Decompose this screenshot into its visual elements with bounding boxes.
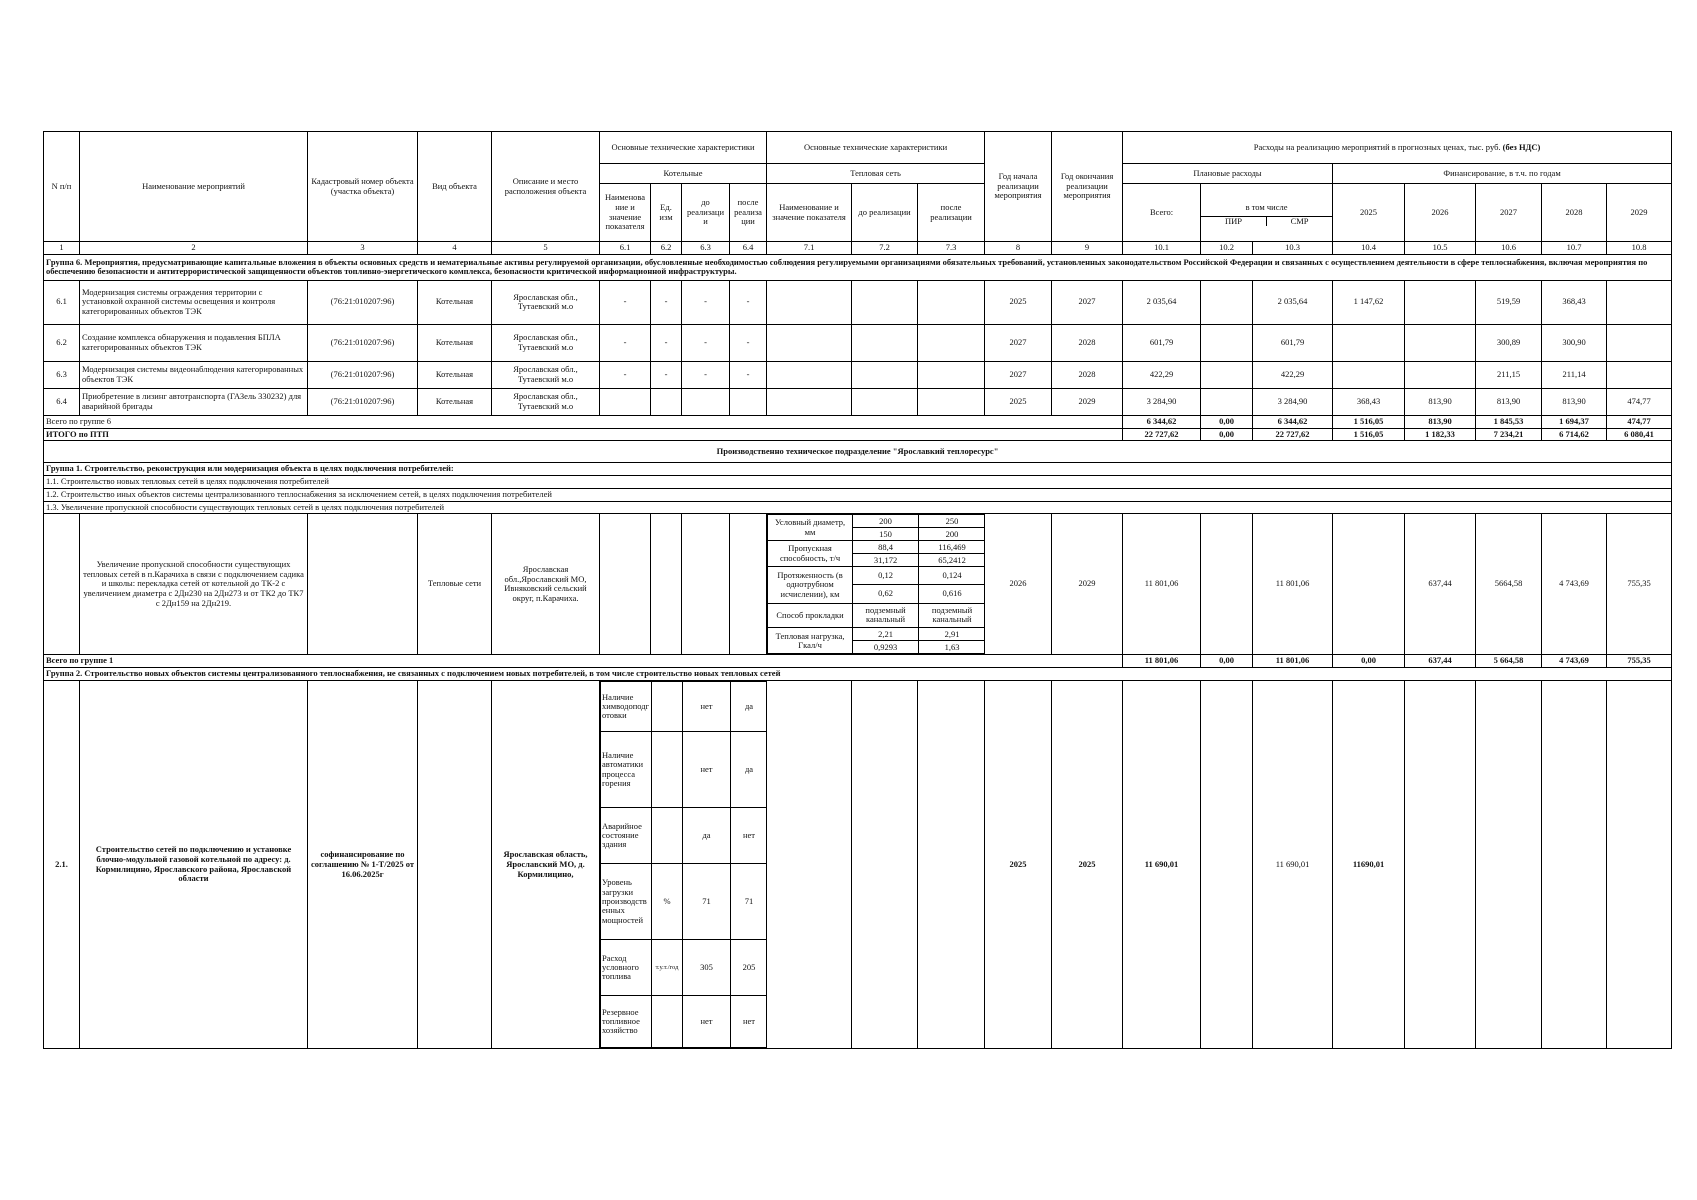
cell [1607, 681, 1672, 1049]
code: 10.2 [1201, 242, 1253, 255]
cell [730, 388, 767, 415]
cell: 2029 [1052, 514, 1123, 655]
cell [852, 681, 918, 1049]
cell: 6 344,62 [1253, 415, 1333, 428]
param-after: 1,63 [919, 641, 985, 654]
cell: 601,79 [1253, 324, 1333, 361]
cell [1201, 280, 1253, 324]
cell [1201, 388, 1253, 415]
param-before: да [683, 808, 731, 864]
cell [767, 280, 852, 324]
code: 10.1 [1123, 242, 1201, 255]
hdr-expenses: Расходы на реализацию мероприятий в прогнозных ценах, тыс. руб. (без НДС) [1123, 132, 1672, 164]
cell: 368,43 [1333, 388, 1405, 415]
itogo-label: ИТОГО по ПТП [44, 428, 1123, 441]
row-name: Строительство сетей по подключению и установке блочно-модульной газовой котельной по адресу: д. Кормилицино, Ярославского района, Ярославской области [80, 681, 308, 1049]
hdr-incl: в том числе [1201, 199, 1332, 217]
cell: 474,77 [1607, 388, 1672, 415]
cell [918, 388, 985, 415]
cell: 11 801,06 [1123, 655, 1201, 668]
cell: 211,14 [1542, 361, 1607, 388]
net-params [767, 514, 985, 655]
cell: 637,44 [1405, 655, 1476, 668]
cell: 2029 [1052, 388, 1123, 415]
hdr-year-2025: 2025 [1333, 184, 1405, 242]
table-row [44, 681, 1672, 1049]
group1-sub2: 1.2. Строительство иных объектов системы централизованного теплоснабжения за исключением сетей, в целях подключения потребителей [44, 488, 1672, 501]
row-type: Котельная [418, 388, 492, 415]
param-after: 116,469 [919, 541, 985, 554]
cell: 300,89 [1476, 324, 1542, 361]
param-unit: % [652, 864, 683, 940]
cell: 4 743,69 [1542, 514, 1607, 655]
param-name: Протяженность (в однотрубном исчислении), км [768, 567, 853, 603]
cell [600, 514, 651, 655]
hdr-financing: Финансирование, в т.ч. по годам [1333, 164, 1672, 184]
row-num: 2.1. [44, 681, 80, 1049]
cell: - [651, 280, 682, 324]
cell [918, 324, 985, 361]
row-cadastre: софинансирование по соглашению № 1-Т/2025 от 16.06.2025г [308, 681, 418, 1049]
cell [918, 361, 985, 388]
param-before: нет [683, 732, 731, 808]
hdr-pir: ПИР [1201, 217, 1267, 227]
cell: - [600, 361, 651, 388]
row-cadastre [308, 514, 418, 655]
cell [918, 681, 985, 1049]
cell: 11 690,01 [1253, 681, 1333, 1049]
cell: 2025 [985, 681, 1052, 1049]
group1-title: Группа 1. Строительство, реконструкция или модернизация объекта в целях подключения потребителей: [44, 463, 1672, 476]
cell: 755,35 [1607, 655, 1672, 668]
cell: 813,90 [1405, 415, 1476, 428]
cell: 2027 [985, 324, 1052, 361]
cell: - [730, 361, 767, 388]
param-name: Аварийное состояние здания [601, 808, 652, 864]
cell [1405, 361, 1476, 388]
param-after: нет [731, 996, 767, 1048]
param-before: 71 [683, 864, 731, 940]
cell: 0,00 [1201, 415, 1253, 428]
cell [1201, 681, 1253, 1049]
cell: 11 690,01 [1123, 681, 1201, 1049]
cell [1201, 324, 1253, 361]
cell: - [600, 324, 651, 361]
cell: 1 182,33 [1405, 428, 1476, 441]
hdr-tech-net: Основные технические характеристики [767, 132, 985, 164]
row-cadastre: (76:21:010207:96) [308, 388, 418, 415]
cell: 2025 [1052, 681, 1123, 1049]
cell: 4 743,69 [1542, 655, 1607, 668]
row-cadastre: (76:21:010207:96) [308, 324, 418, 361]
hdr-b-after: после реализа ции [730, 184, 767, 242]
code: 10.6 [1476, 242, 1542, 255]
row-desc: Ярославская обл., Тутаевский м.о [492, 280, 600, 324]
group6-sum-row [44, 415, 1672, 428]
cell [682, 514, 730, 655]
param-name: Наличие химводоподготовки [601, 682, 652, 732]
param-before: 150 [853, 528, 919, 541]
column-codes-row [44, 242, 1672, 255]
group6-title: Группа 6. Мероприятия, предусматривающие капитальные вложения в объекты основных средств и нематериальные активы регулируемой организации, обусловленные необходимостью соблюдения регулируемыми организациями обязательных требований, установленных законодательством Российской Федерации и связанных с осуществлением деятельности в сфере теплоснабжения, включая мероприятия по обеспечению безопасности и антитеррористической защищенности объектов топливно-энергетического комплекса, безопасности критической информационной инфраструктуры. [44, 254, 1672, 280]
row-name: Увеличение пропускной способности существующих тепловых сетей в п.Карачиха в связи с подключением садика и школы: перекладка сетей от котельной до ТК-2 с увеличением диаметра с 2Дн230 на 2Дн273 и от ТК2 до ТК7 с 2Дн159 на 2Дн219. [80, 514, 308, 655]
code: 4 [418, 242, 492, 255]
cell: 368,43 [1542, 280, 1607, 324]
row-type: Котельная [418, 280, 492, 324]
group1-sum-row [44, 655, 1672, 668]
param-unit: т.у.т./год [652, 940, 683, 996]
cell [1405, 324, 1476, 361]
cell: - [730, 324, 767, 361]
param-after: да [731, 682, 767, 732]
cell [730, 514, 767, 655]
cell [852, 388, 918, 415]
cell: 422,29 [1123, 361, 1201, 388]
itogo-row [44, 428, 1672, 441]
cell [1333, 514, 1405, 655]
param-name: Наличие автоматики процесса горения [601, 732, 652, 808]
table-row [44, 361, 1672, 388]
sum-label: Всего по группе 1 [44, 655, 1123, 668]
hdr-year-2026: 2026 [1405, 184, 1476, 242]
cell: 7 234,21 [1476, 428, 1542, 441]
hdr-tech-boiler: Основные технические характеристики [600, 132, 767, 164]
param-before: 2,21 [853, 628, 919, 641]
row-type: Тепловые сети [418, 514, 492, 655]
cell: 2 035,64 [1123, 280, 1201, 324]
param-before: нет [683, 682, 731, 732]
section-title: Производственно техническое подразделение "Ярославкий теплоресурс" [44, 441, 1672, 463]
hdr-smr: СМР [1267, 217, 1333, 227]
hdr-year-end: Год окончания реализации мероприятия [1052, 132, 1123, 242]
row-desc: Ярославская обл., Тутаевский м.о [492, 324, 600, 361]
hdr-cadastre: Кадастровый номер объекта (участка объекта) [308, 132, 418, 242]
cell [1607, 361, 1672, 388]
cell: 11690,01 [1333, 681, 1405, 1049]
cell: 637,44 [1405, 514, 1476, 655]
code: 5 [492, 242, 600, 255]
hdr-n-before: до реализации [852, 184, 918, 242]
row-name: Создание комплекса обнаружения и подавления БПЛА категорированных объектов ТЭК [80, 324, 308, 361]
cell [1333, 324, 1405, 361]
hdr-name: Наименование мероприятий [80, 132, 308, 242]
cell [651, 514, 682, 655]
cell: 300,90 [1542, 324, 1607, 361]
code: 1 [44, 242, 80, 255]
cell [767, 361, 852, 388]
code: 6.2 [651, 242, 682, 255]
row-name: Модернизация системы видеонаблюдения категорированных объектов ТЭК [80, 361, 308, 388]
cell: 11 801,06 [1253, 655, 1333, 668]
hdr-incl-block [1201, 184, 1333, 242]
cell: 11 801,06 [1123, 514, 1201, 655]
cell: 755,35 [1607, 514, 1672, 655]
cell: 11 801,06 [1253, 514, 1333, 655]
param-after: 205 [731, 940, 767, 996]
hdr-n-after: после реализации [918, 184, 985, 242]
row-desc: Ярославская обл., Тутаевский м.о [492, 388, 600, 415]
code: 8 [985, 242, 1052, 255]
param-before: 0,12 [853, 567, 919, 585]
param-after: 250 [919, 515, 985, 528]
boiler-params [600, 681, 767, 1049]
cell: 474,77 [1607, 415, 1672, 428]
param-after: нет [731, 808, 767, 864]
row-desc: Ярославская область, Ярославский МО, д. Кормилицино, [492, 681, 600, 1049]
param-unit [652, 996, 683, 1048]
cell: 2026 [985, 514, 1052, 655]
hdr-total: Всего: [1123, 184, 1201, 242]
hdr-b-before: до реализаци и [682, 184, 730, 242]
cell: 1 516,05 [1333, 415, 1405, 428]
cell: 2027 [1052, 280, 1123, 324]
cell [767, 681, 852, 1049]
cell: - [682, 324, 730, 361]
cell [1607, 280, 1672, 324]
hdr-boiler: Котельные [600, 164, 767, 184]
hdr-n-name: Наименование и значение показателя [767, 184, 852, 242]
code: 6.3 [682, 242, 730, 255]
code: 7.1 [767, 242, 852, 255]
table-row [44, 280, 1672, 324]
param-before: 0,9293 [853, 641, 919, 654]
cell: 0,00 [1333, 655, 1405, 668]
cell: 5 664,58 [1476, 655, 1542, 668]
code: 6.1 [600, 242, 651, 255]
param-after: да [731, 732, 767, 808]
param-unit [652, 682, 683, 732]
cell: 3 284,90 [1253, 388, 1333, 415]
row-name: Модернизация системы ограждения территории с установкой охранной системы освещения и контроля категорированных объектов ТЭК [80, 280, 308, 324]
param-before: 88,4 [853, 541, 919, 554]
cell: 6 080,41 [1607, 428, 1672, 441]
group1-sub1: 1.1. Строительство новых тепловых сетей в целях подключения потребителей [44, 476, 1672, 489]
hdr-b-name: Наименова ние и значение показателя [600, 184, 651, 242]
hdr-type: Вид объекта [418, 132, 492, 242]
cell: 2028 [1052, 361, 1123, 388]
code: 10.8 [1607, 242, 1672, 255]
param-name: Уровень загрузки производственных мощностей [601, 864, 652, 940]
cell: 2028 [1052, 324, 1123, 361]
param-before: подземный канальный [853, 603, 919, 628]
code: 10.4 [1333, 242, 1405, 255]
cell [767, 388, 852, 415]
param-before: 305 [683, 940, 731, 996]
group2-title: Группа 2. Строительство новых объектов системы централизованного теплоснабжения, не связанных с подключением новых потребителей, в том числе строительство новых тепловых сетей [44, 668, 1672, 681]
code: 10.7 [1542, 242, 1607, 255]
hdr-planned: Плановые расходы [1123, 164, 1333, 184]
cell: 519,59 [1476, 280, 1542, 324]
group1-sub3: 1.3. Увеличение пропускной способности существующих тепловых сетей в целях подключения потребителей [44, 501, 1672, 514]
row-name: Приобретение в лизинг автотранспорта (ГАЗель 330232) для аварийной бригады [80, 388, 308, 415]
hdr-desc: Описание и место расположения объекта [492, 132, 600, 242]
cell [1405, 681, 1476, 1049]
hdr-year-2027: 2027 [1476, 184, 1542, 242]
table-row [44, 388, 1672, 415]
cell [1542, 681, 1607, 1049]
hdr-b-unit: Ед. изм [651, 184, 682, 242]
investment-program-table [43, 131, 1655, 1049]
cell [651, 388, 682, 415]
code: 10.5 [1405, 242, 1476, 255]
cell: 2 035,64 [1253, 280, 1333, 324]
cell [918, 280, 985, 324]
cell [767, 324, 852, 361]
cell [852, 361, 918, 388]
cell [1333, 361, 1405, 388]
row-type: Котельная [418, 324, 492, 361]
code: 7.3 [918, 242, 985, 255]
cell [1607, 324, 1672, 361]
cell [682, 388, 730, 415]
table-row [44, 514, 1672, 655]
cell: 211,15 [1476, 361, 1542, 388]
sum-label: Всего по группе 6 [44, 415, 1123, 428]
row-desc: Ярославская обл.,Ярославский МО, Ивняковский сельский округ, п.Карачиха. [492, 514, 600, 655]
cell: 3 284,90 [1123, 388, 1201, 415]
param-name: Условный диаметр, мм [768, 515, 853, 541]
row-num: 6.1 [44, 280, 80, 324]
cell: 2025 [985, 388, 1052, 415]
row-cadastre: (76:21:010207:96) [308, 361, 418, 388]
code: 6.4 [730, 242, 767, 255]
cell: - [651, 324, 682, 361]
table-row [44, 324, 1672, 361]
hdr-year-2029: 2029 [1607, 184, 1672, 242]
cell: 813,90 [1476, 388, 1542, 415]
row-type [418, 681, 492, 1049]
row-cadastre: (76:21:010207:96) [308, 280, 418, 324]
cell: 6 344,62 [1123, 415, 1201, 428]
param-unit [652, 808, 683, 864]
param-before: 200 [853, 515, 919, 528]
hdr-num: N п/п [44, 132, 80, 242]
cell: 422,29 [1253, 361, 1333, 388]
cell: 0,00 [1201, 428, 1253, 441]
param-after: 65,2412 [919, 554, 985, 567]
cell: - [600, 280, 651, 324]
row-desc: Ярославская обл., Тутаевский м.о [492, 361, 600, 388]
code: 2 [80, 242, 308, 255]
cell: 813,90 [1542, 388, 1607, 415]
row-num: 6.2 [44, 324, 80, 361]
cell [852, 324, 918, 361]
cell: 2025 [985, 280, 1052, 324]
param-after: подземный канальный [919, 603, 985, 628]
param-after: 2,91 [919, 628, 985, 641]
cell: 1 147,62 [1333, 280, 1405, 324]
cell: 22 727,62 [1253, 428, 1333, 441]
cell: 5664,58 [1476, 514, 1542, 655]
row-num [44, 514, 80, 655]
row-num: 6.4 [44, 388, 80, 415]
cell: 2027 [985, 361, 1052, 388]
cell: - [682, 361, 730, 388]
cell [852, 280, 918, 324]
param-name: Тепловая нагрузка, Гкал/ч [768, 628, 853, 654]
cell: 22 727,62 [1123, 428, 1201, 441]
cell: - [651, 361, 682, 388]
cell [1476, 681, 1542, 1049]
cell: - [730, 280, 767, 324]
param-name: Резервное топливное хозяйство [601, 996, 652, 1048]
cell: 1 845,53 [1476, 415, 1542, 428]
cell: 1 694,37 [1542, 415, 1607, 428]
hdr-year-start: Год начала реализации мероприятия [985, 132, 1052, 242]
param-after: 200 [919, 528, 985, 541]
param-before: 31,172 [853, 554, 919, 567]
cell [1201, 361, 1253, 388]
cell: 0,00 [1201, 655, 1253, 668]
row-num: 6.3 [44, 361, 80, 388]
param-name: Способ прокладки [768, 603, 853, 628]
code: 10.3 [1253, 242, 1333, 255]
cell [600, 388, 651, 415]
code: 3 [308, 242, 418, 255]
hdr-year-2028: 2028 [1542, 184, 1607, 242]
row-type: Котельная [418, 361, 492, 388]
cell: - [682, 280, 730, 324]
param-after: 71 [731, 864, 767, 940]
cell: 6 714,62 [1542, 428, 1607, 441]
param-name: Пропускная способность, т/ч [768, 541, 853, 567]
param-before: 0,62 [853, 585, 919, 603]
hdr-net: Тепловая сеть [767, 164, 985, 184]
code: 9 [1052, 242, 1123, 255]
main-table [43, 131, 1672, 1049]
param-after: 0,616 [919, 585, 985, 603]
param-after: 0,124 [919, 567, 985, 585]
cell [1405, 280, 1476, 324]
cell [1201, 514, 1253, 655]
cell: 601,79 [1123, 324, 1201, 361]
cell: 1 516,05 [1333, 428, 1405, 441]
cell: 813,90 [1405, 388, 1476, 415]
param-before: нет [683, 996, 731, 1048]
code: 7.2 [852, 242, 918, 255]
param-unit [652, 732, 683, 808]
param-name: Расход условного топлива [601, 940, 652, 996]
